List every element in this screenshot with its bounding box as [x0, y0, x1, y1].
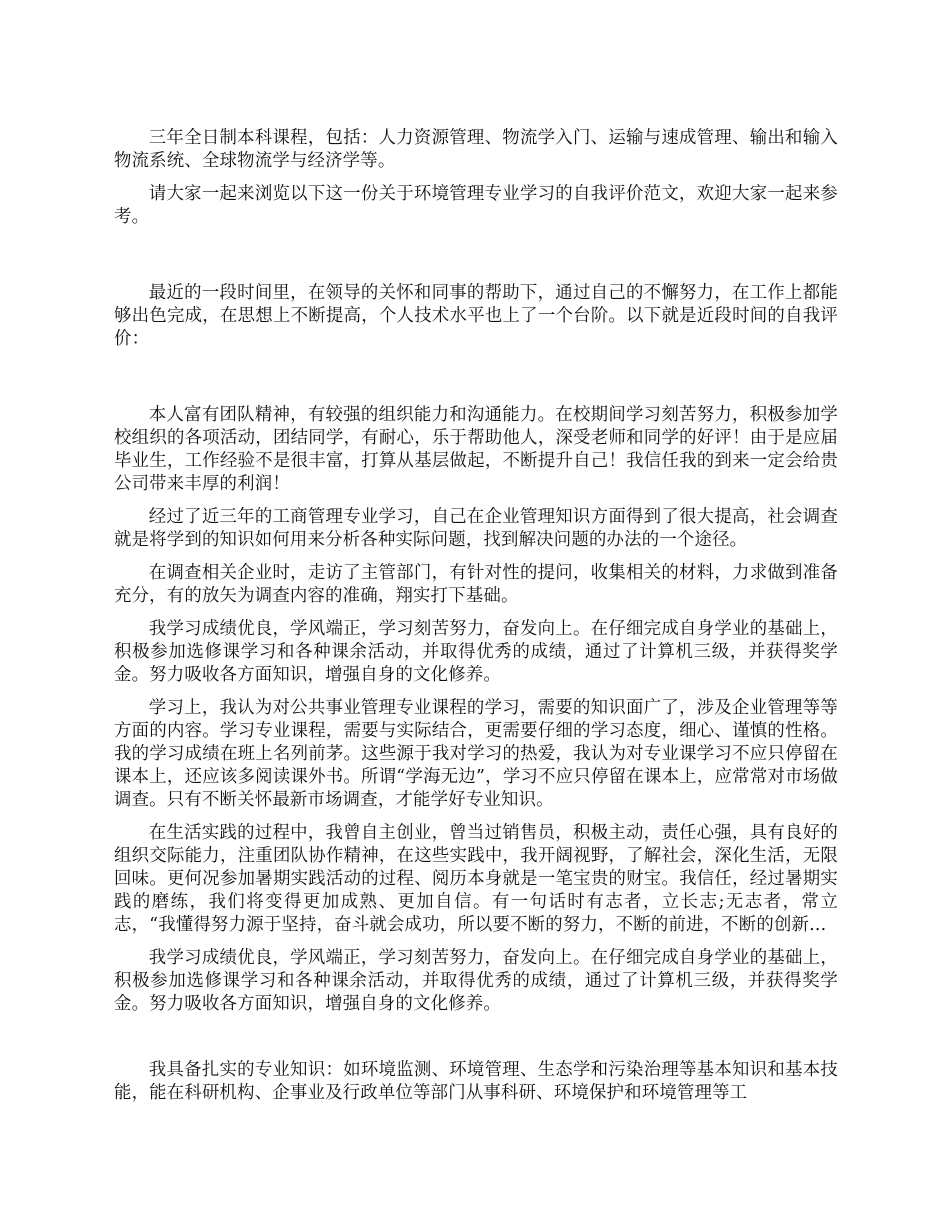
- paragraph-1: 三年全日制本科课程，包括：人力资源管理、物流学入门、运输与速成管理、输出和输入物流系统、全球物流学与经济学等。: [114, 128, 838, 171]
- paragraph-9: 在生活实践的过程中，我曾自主创业，曾当过销售员，积极主动，责任心强，具有良好的组织交际能力，注重团队协作精神，在这些实践中，我开阔视野，了解社会，深化生活，无限回味。更何况参加暑期实践活动的过程、阅历本身就是一笔宝贵的财宝。我信任，经过暑期实践的磨练，我们将变得更加成熟、更加自信。有一句话时有志者，立长志;无志者，常立志，“我懂得努力源于坚持，奋斗就会成功，所以要不断的努力，不断的前进，不断的创新...: [114, 823, 838, 935]
- paragraph-4: 本人富有团队精神，有较强的组织能力和沟通能力。在校期间学习刻苦努力，积极参加学校组织的各项活动，团结同学，有耐心，乐于帮助他人，深受老师和同学的好评！由于是应届毕业生，工作经验不是很丰富，打算从基层做起，不断提升自己！我信任我的到来一定会给贵公司带来丰厚的利润！: [114, 405, 838, 494]
- paragraph-3: 最近的一段时间里，在领导的关怀和同事的帮助下，通过自己的不懈努力，在工作上都能够出色完成，在思想上不断提高，个人技术水平也上了一个台阶。以下就是近段时间的自我评价：: [114, 283, 838, 349]
- paragraph-5: 经过了近三年的工商管理专业学习，自己在企业管理知识方面得到了很大提高，社会调查就是将学到的知识如何用来分析各种实际问题，找到解决问题的办法的一个途径。: [114, 507, 838, 550]
- paragraph-7: 我学习成绩优良，学风端正，学习刻苦努力，奋发向上。在仔细完成自身学业的基础上，积极参加选修课学习和各种课余活动，并取得优秀的成绩，通过了计算机三级，并获得奖学金。努力吸收各方面知识，增强自身的文化修养。: [114, 619, 838, 685]
- paragraph-11: 我具备扎实的专业知识：如环境监测、环境管理、生态学和污染治理等基本知识和基本技能，能在科研机构、企事业及行政单位等部门从事科研、环境保护和环境管理等工: [114, 1060, 838, 1103]
- paragraph-6: 在调查相关企业时，走访了主管部门，有针对性的提问，收集相关的材料，力求做到准备充分，有的放矢为调查内容的准确，翔实打下基础。: [114, 563, 838, 606]
- paragraph-8: 学习上，我认为对公共事业管理专业课程的学习，需要的知识面广了，涉及企业管理等等方面的内容。学习专业课程，需要与实际结合，更需要仔细的学习态度，细心、谨慎的性格。我的学习成绩在班上名列前茅。这些源于我对学习的热爱，我认为对专业课学习不应只停留在课本上，还应该多阅读课外书。所谓“学海无边”，学习不应只停留在课本上，应常常对市场做调查。只有不断关怀最新市场调查，才能学好专业知识。: [114, 698, 838, 810]
- paragraph-10: 我学习成绩优良，学风端正，学习刻苦努力，奋发向上。在仔细完成自身学业的基础上，积极参加选修课学习和各种课余活动，并取得优秀的成绩，通过了计算机三级，并获得奖学金。努力吸收各方面知识，增强自身的文化修养。: [114, 948, 838, 1014]
- document-body: [114, 127, 838, 1105]
- paragraph-2: 请大家一起来浏览以下这一份关于环境管理专业学习的自我评价范文，欢迎大家一起来参考。: [114, 184, 838, 227]
